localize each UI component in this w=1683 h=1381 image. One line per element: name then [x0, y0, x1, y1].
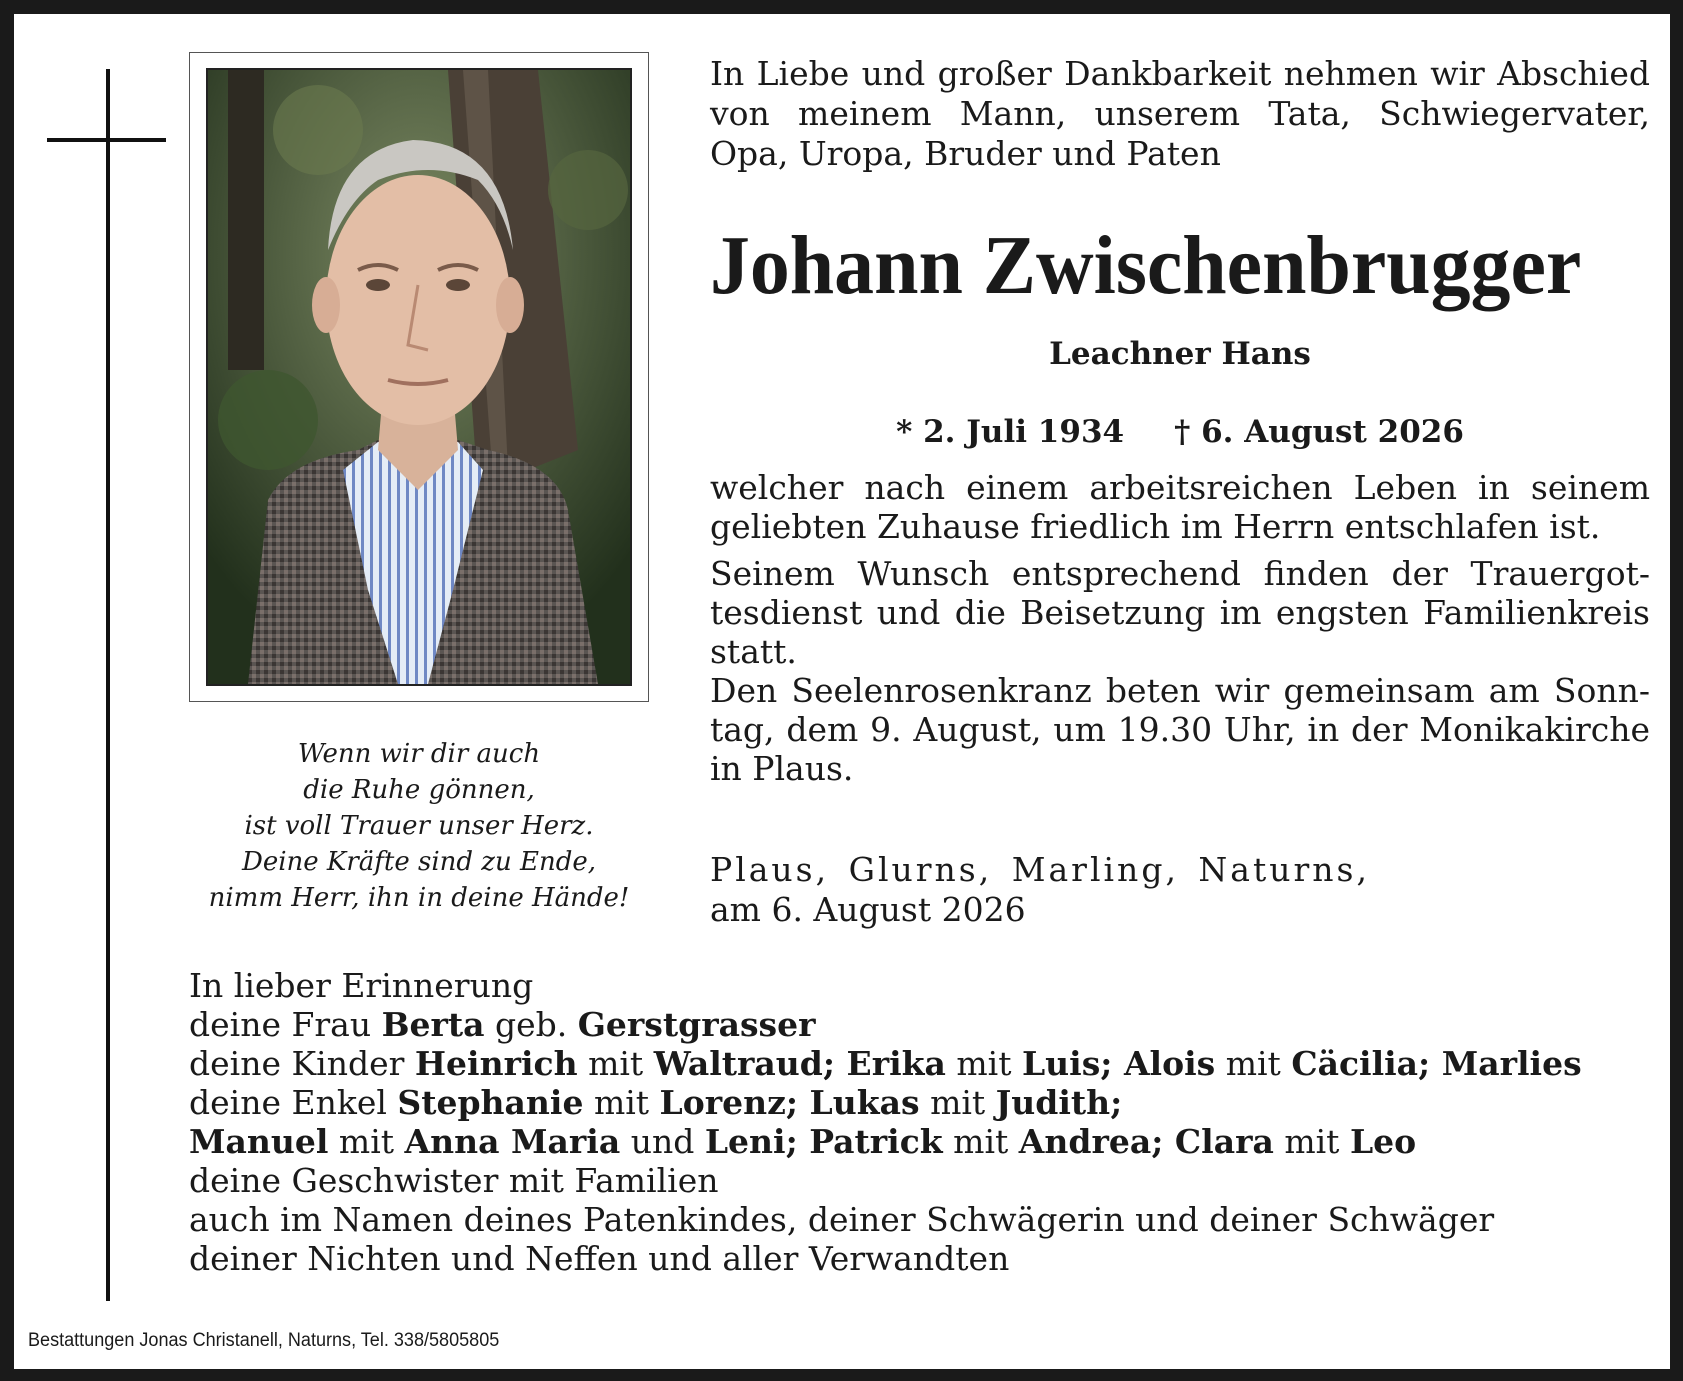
family-text: mit — [577, 1044, 654, 1083]
family-line — [189, 1239, 1649, 1278]
family-text: mit — [1215, 1044, 1292, 1083]
family-text: geb. — [484, 1005, 578, 1044]
family-line — [189, 966, 1649, 1005]
family-text: deiner Nichten und Neffen und aller Verwandten — [189, 1239, 1010, 1278]
death-date: † 6. August 2026 — [1174, 414, 1464, 450]
portrait-photo — [206, 68, 632, 686]
family-name: Leo — [1349, 1122, 1417, 1161]
family-name: Leni; Patrick — [704, 1122, 943, 1161]
family-name: Lorenz; Lukas — [659, 1083, 920, 1122]
family-text: deine Frau — [189, 1005, 382, 1044]
date-line: am 6. August 2026 — [710, 890, 1026, 929]
family-name: Berta — [381, 1005, 485, 1044]
family-text: deine Kinder — [189, 1044, 415, 1083]
family-line — [189, 1044, 1649, 1083]
paragraph-funeral: Seinem Wunsch entsprechend finden der Trauergottesdienst und die Beisetzung im engsten Familienkreis statt. — [710, 554, 1650, 671]
family-text: deine Enkel — [189, 1083, 398, 1122]
birth-date: * 2. Juli 1934 — [896, 414, 1125, 450]
paragraph-passing: welcher nach einem arbeitsreichen Leben in seinem geliebten Zuhause friedlich im Herrn entschlafen ist. — [710, 468, 1650, 546]
poem-line: nimm Herr, ihn in deine Hände! — [208, 883, 630, 913]
family-text: und — [620, 1122, 705, 1161]
cross-icon-horizontal — [47, 138, 166, 142]
family-text: mit — [1273, 1122, 1350, 1161]
family-line — [189, 1161, 1649, 1200]
family-name: Judith; — [995, 1083, 1123, 1122]
family-line — [189, 1122, 1649, 1161]
family-name: Heinrich — [414, 1044, 578, 1083]
family-text: auch im Namen deines Patenkindes, deiner Schwägerin und deiner Schwäger — [189, 1200, 1495, 1239]
family-text: mit — [583, 1083, 660, 1122]
poem-line: ist voll Trauer unser Herz. — [244, 811, 594, 841]
deceased-name: Johann Zwischenbrugger — [710, 219, 1582, 312]
intro-line: von meinem Mann, unserem Tata, Schwiegervater, — [710, 94, 1650, 133]
family-list — [189, 966, 1649, 1278]
portrait-illustration — [208, 70, 630, 684]
family-name: Waltraud; Erika — [653, 1044, 946, 1083]
obituary-card — [14, 14, 1670, 1369]
paragraph-rosary: Den Seelenrosenkranz beten wir gemeinsam am Sonntag, dem 9. August, um 19.30 Uhr, in der Monikakirche in Plaus. — [710, 671, 1650, 788]
family-text: deine Geschwister mit Familien — [189, 1161, 719, 1200]
family-name: Andrea; Clara — [1018, 1122, 1274, 1161]
family-name: Manuel — [189, 1122, 329, 1161]
intro-text — [710, 54, 1650, 174]
portrait-frame — [189, 52, 649, 702]
intro-line: Opa, Uropa, Bruder und Paten — [710, 134, 1221, 173]
poem-line: die Ruhe gönnen, — [303, 775, 535, 805]
poem-line: Wenn wir dir auch — [297, 739, 541, 769]
places-line: Plaus, Glurns, Marling, Naturns, — [710, 850, 1370, 889]
family-line — [189, 1083, 1649, 1122]
family-name: Stephanie — [397, 1083, 584, 1122]
family-line — [189, 1200, 1649, 1239]
place-and-date — [710, 850, 1650, 930]
family-text: mit — [942, 1122, 1019, 1161]
deceased-nickname: Leachner Hans — [1049, 336, 1311, 372]
family-name: Anna Maria — [404, 1122, 621, 1161]
family-name: Gerstgrasser — [577, 1005, 816, 1044]
family-text: mit — [945, 1044, 1022, 1083]
life-dates — [710, 412, 1650, 452]
funeral-home-credit: Bestattungen Jonas Christanell, Naturns, Tel. 338/5805805 — [28, 1330, 500, 1351]
family-text: mit — [919, 1083, 996, 1122]
family-name: Luis; Alois — [1021, 1044, 1216, 1083]
cross-icon-vertical — [106, 69, 110, 1301]
family-name: Cäcilia; Marlies — [1291, 1044, 1582, 1083]
family-text: In lieber Erinnerung — [189, 966, 534, 1005]
intro-line: In Liebe und großer Dankbarkeit nehmen wir Abschied — [710, 54, 1650, 93]
memorial-poem — [189, 736, 649, 916]
family-text: mit — [328, 1122, 405, 1161]
family-line — [189, 1005, 1649, 1044]
poem-line: Deine Kräfte sind zu Ende, — [241, 847, 597, 877]
